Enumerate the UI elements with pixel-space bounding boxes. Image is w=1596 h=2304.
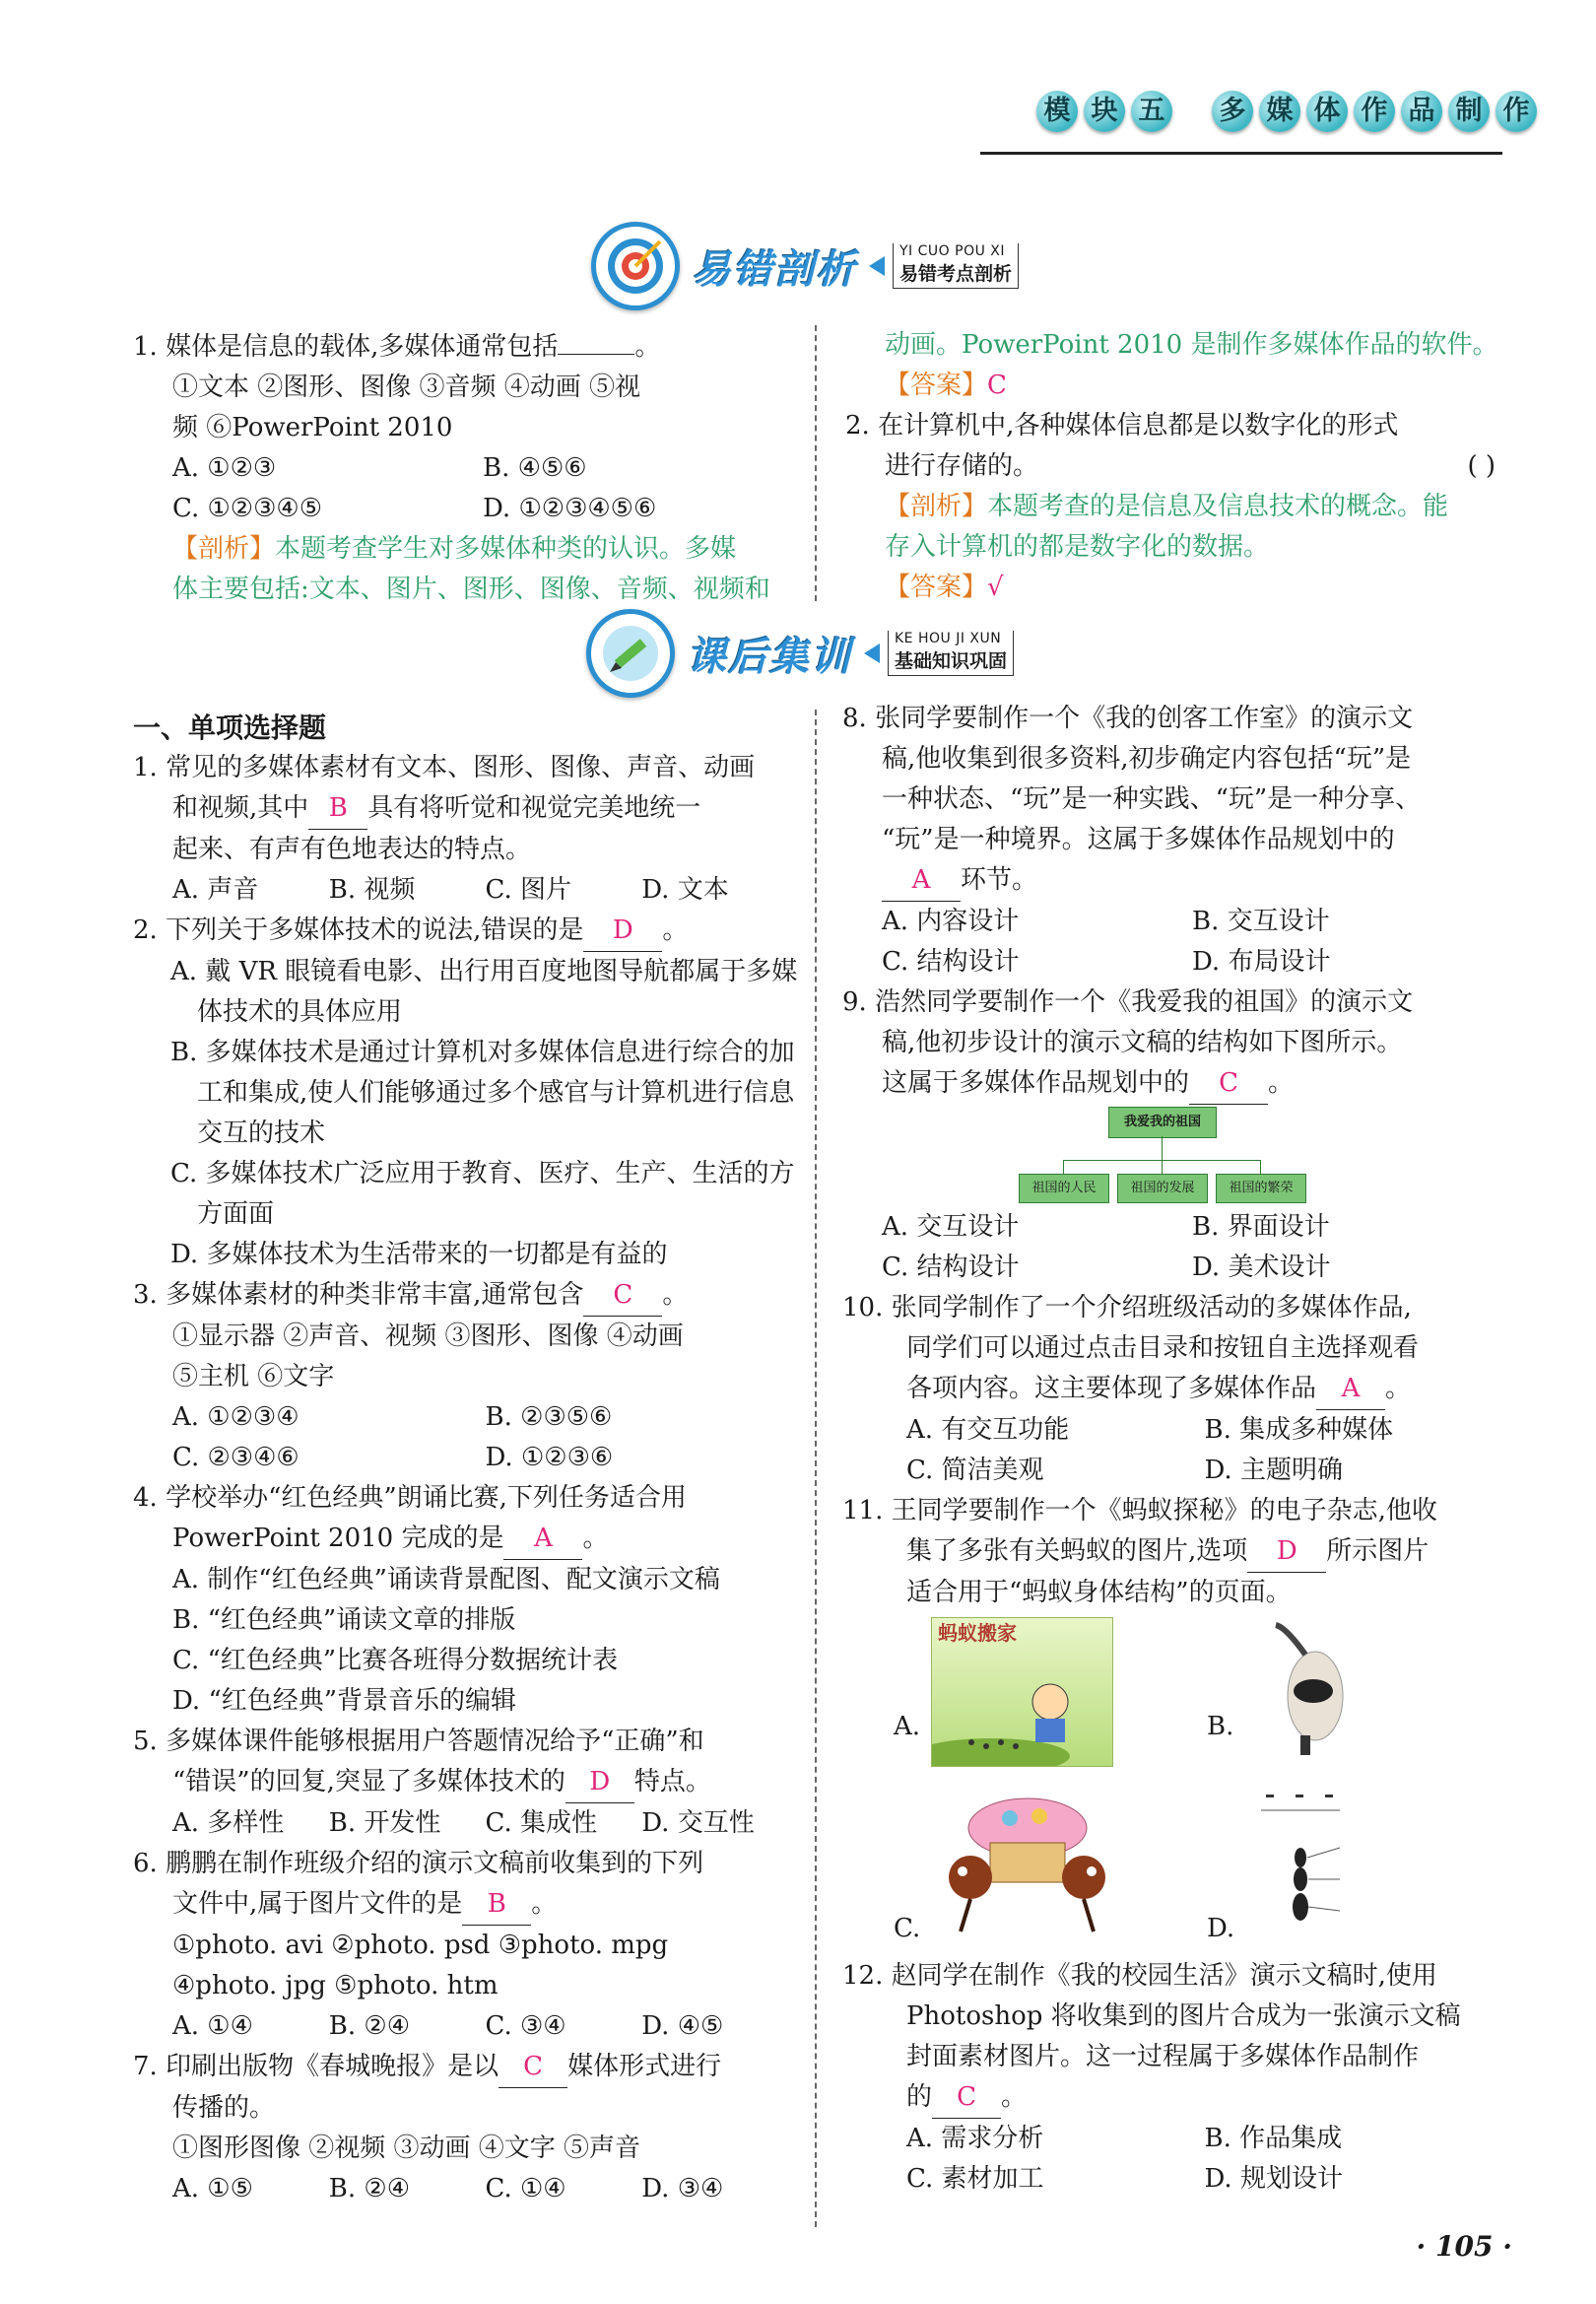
- option-a: A. ①⑤: [172, 2174, 253, 2203]
- options-row: [133, 1438, 798, 1478]
- question-3: 3. 多媒体素材的种类非常丰富,通常包含: [133, 1280, 584, 1310]
- option-d: D. 规划设计: [1204, 2164, 1343, 2194]
- answer-blank: D: [565, 1762, 634, 1803]
- option-b: B. 多媒体技术是通过计算机对多媒体信息进行综合的加工和集成,使人们能够通过多个感官与计算机进行信息交互的技术: [170, 1038, 795, 1148]
- error-question-2: [845, 325, 1505, 608]
- option-c: C. 集成性: [485, 1808, 597, 1838]
- option-d: D. ①②③④⑤⑥: [483, 494, 657, 523]
- option-d: D. 交互性: [641, 1808, 755, 1838]
- analysis-text: 存入计算机的都是数字化的数据。: [885, 532, 1270, 562]
- question-12: 12. 赵同学在制作《我的校园生活》演示文稿时,使用: [842, 1961, 1437, 1991]
- option-a: A. 有交互功能: [906, 1415, 1070, 1445]
- question-8: 8. 张同学要制作一个《我的创客工作室》的演示文: [842, 704, 1414, 733]
- question-5: 5. 多媒体课件能够根据用户答题情况给予“正确”和: [133, 1727, 704, 1756]
- option-a: A. 需求分析: [906, 2124, 1044, 2153]
- column-divider: [815, 710, 817, 2227]
- tree-child: 祖国的繁荣: [1216, 1174, 1306, 1203]
- option-c: C. 图片: [485, 875, 571, 905]
- question-text: 和视频,其中: [172, 793, 309, 823]
- option-b: B. ④⑤⑥: [483, 453, 587, 483]
- answer-blank: B: [308, 788, 367, 830]
- question-text: 集了多张有关蚂蚁的图片,选项: [906, 1536, 1248, 1566]
- option-d: D. “红色经典”背景音乐的编辑: [172, 1686, 517, 1716]
- punct: 。: [634, 332, 661, 362]
- option-c: C. ①②③④⑤: [172, 494, 323, 523]
- question-text: “玩”是一种境界。这属于多媒体作品规划中的: [882, 825, 1395, 854]
- banner-practice: [586, 609, 1014, 698]
- structure-diagram: [882, 1105, 1502, 1207]
- question-stem: 进行存储的。: [885, 451, 1039, 481]
- option-d: D. 文本: [641, 875, 729, 905]
- options-row: [133, 870, 798, 911]
- ants-cake-cartoon: [931, 1789, 1123, 1936]
- option-d: D. ③④: [641, 2174, 724, 2203]
- left-column: [133, 708, 798, 2209]
- punct: 。: [662, 1280, 689, 1310]
- option-b: B. ②③⑤⑥: [485, 1402, 613, 1432]
- question-6: 6. 鹏鹏在制作班级介绍的演示文稿前收集到的下列: [133, 1849, 704, 1878]
- question-items: ⑤主机 ⑥文字: [172, 1362, 335, 1391]
- question-text: 的: [906, 2082, 933, 2112]
- option-b: B. 作品集成: [1204, 2124, 1343, 2153]
- question-text: 起来、有声有色地表达的特点。: [172, 835, 532, 864]
- question-items: ④photo. jpg ⑤photo. htm: [172, 1971, 499, 2000]
- banner-subtitle: [893, 243, 1019, 289]
- question-items: ①显示器 ②声音、视频 ③图形、图像 ④动画: [172, 1321, 684, 1351]
- tree-connector: [1162, 1136, 1163, 1160]
- answer-blank: A: [1316, 1369, 1385, 1410]
- options-row: [842, 1451, 1502, 1491]
- option-d: D. 多媒体技术为生活带来的一切都是有益的: [170, 1240, 668, 1269]
- question-stem: 1. 媒体是信息的载体,多媒体通常包括: [133, 332, 559, 362]
- question-text: 特点。: [633, 1767, 711, 1796]
- question-1: 1. 常见的多媒体素材有文本、图形、图像、声音、动画: [133, 753, 756, 782]
- option-a: A. ①②③④: [172, 1402, 299, 1432]
- answer-blank: C: [499, 2047, 567, 2088]
- question-9: 9. 浩然同学要制作一个《我爱我的祖国》的演示文: [842, 987, 1414, 1017]
- module-topic: 多 媒 体 作 品 制 作: [1212, 91, 1537, 132]
- question-text: 所示图片: [1326, 1536, 1430, 1566]
- analysis-tag: 【剖析】: [885, 492, 988, 521]
- option-d: D. 布局设计: [1192, 947, 1331, 977]
- answer-paren: ( ): [1467, 451, 1496, 481]
- tree-child: 祖国的人民: [1019, 1174, 1109, 1203]
- option-a: A. 交互设计: [882, 1212, 1020, 1242]
- option-c: C. ③④: [485, 2011, 566, 2041]
- options-row: [842, 902, 1502, 942]
- answer-tag: 【答案】: [885, 371, 988, 400]
- option-c: C. “红色经典”比赛各班得分数据统计表: [172, 1646, 619, 1675]
- answer-value: √: [987, 573, 1004, 602]
- question-items: ①图形图像 ②视频 ③动画 ④文字 ⑤声音: [172, 2134, 641, 2163]
- question-text: 传播的。: [172, 2093, 276, 2123]
- section-heading: 一、单项选择题: [133, 712, 327, 744]
- option-a: A. ①②③: [172, 453, 277, 483]
- option-d-label: D.: [1207, 1914, 1235, 1943]
- analysis-text: 动画。PowerPoint 2010 是制作多媒体作品的软件。: [885, 330, 1498, 360]
- option-a: A. 内容设计: [882, 907, 1020, 936]
- options-row: [133, 448, 793, 489]
- question-items: ①文本 ②图形、图像 ③音频 ④动画 ⑤视: [172, 373, 641, 402]
- banner-caption: 基础知识巩固: [895, 650, 1008, 672]
- question-text: 适合用于“蚂蚁身体结构”的页面。: [906, 1578, 1292, 1607]
- page-number: · 105 ·: [1416, 2230, 1512, 2263]
- question-text: 这属于多媒体作品规划中的: [882, 1068, 1190, 1098]
- option-d: D. 主题明确: [1204, 1456, 1343, 1485]
- option-b-label: B.: [1207, 1712, 1234, 1741]
- question-text: 文件中,属于图片文件的是: [172, 1889, 463, 1919]
- option-c: C. 简洁美观: [906, 1456, 1044, 1485]
- option-a-label: A.: [894, 1712, 921, 1741]
- answer-blank: A: [503, 1519, 582, 1560]
- question-text: 封面素材图片。这一过程属于多媒体作品制作: [906, 2042, 1420, 2071]
- question-4: 4. 学校举办“红色经典”朗诵比赛,下列任务适合用: [133, 1483, 687, 1513]
- option-b: B. 集成多种媒体: [1204, 1415, 1394, 1445]
- option-a: A. 戴 VR 眼镜看电影、出行用百度地图导航都属于多媒体技术的具体应用: [170, 957, 798, 1027]
- options-row: [842, 1410, 1502, 1451]
- tree-connector: [1162, 1160, 1163, 1174]
- question-items: 频 ⑥PowerPoint 2010: [172, 413, 453, 442]
- question-items: ①photo. avi ②photo. psd ③photo. mpg: [172, 1931, 669, 1960]
- options-row: [133, 2006, 798, 2047]
- punct: 。: [662, 915, 689, 945]
- option-b: B. 视频: [328, 875, 416, 905]
- answer-blank: C: [583, 1275, 662, 1317]
- options-row: [133, 1397, 798, 1438]
- punct: 。: [582, 1524, 609, 1553]
- question-10: 10. 张同学制作了一个介绍班级活动的多媒体作品,: [842, 1293, 1412, 1322]
- arrow-left-icon: [864, 644, 880, 663]
- options-row: [842, 1248, 1502, 1288]
- anteater-photo: [1246, 1617, 1364, 1765]
- option-d: D. ④⑤: [641, 2011, 724, 2041]
- answer-blank: A: [882, 860, 961, 902]
- right-column: [842, 699, 1502, 2200]
- option-c: C. 素材加工: [906, 2164, 1044, 2194]
- options-row: [842, 1207, 1502, 1248]
- option-c-label: C.: [894, 1914, 921, 1943]
- option-b: B. ②④: [328, 2011, 411, 2041]
- answer-blank: C: [1189, 1063, 1268, 1105]
- picture-caption: 蚂蚁搬家: [938, 1621, 1017, 1645]
- punct: 。: [531, 1889, 558, 1919]
- question-text: “错误”的回复,突显了多媒体技术的: [172, 1767, 565, 1796]
- options-row: [133, 1803, 798, 1844]
- question-text: 一种状态、“玩”是一种实践、“玩”是一种分享、: [882, 784, 1422, 814]
- option-c: C. 结构设计: [882, 1253, 1020, 1282]
- punct: 。: [1001, 2082, 1028, 2112]
- tree-child: 祖国的发展: [1117, 1174, 1208, 1203]
- question-text: 稿,他收集到很多资料,初步确定内容包括“玩”是: [882, 744, 1412, 774]
- option-a: A. 制作“红色经典”诵读背景配图、配文演示文稿: [172, 1565, 720, 1594]
- punct: 。: [1268, 1068, 1295, 1098]
- analysis-text: 本题考查学生对多媒体种类的认识。多媒: [275, 534, 737, 564]
- question-text: PowerPoint 2010 完成的是: [172, 1524, 504, 1553]
- answer-blank: B: [462, 1884, 531, 1926]
- question-11: 11. 王同学要制作一个《蚂蚁探秘》的电子杂志,他收: [842, 1496, 1437, 1525]
- options-row: [133, 2169, 798, 2209]
- banner-caption: 易错考点剖析: [899, 263, 1013, 285]
- option-c: C. ②③④⑥: [172, 1443, 299, 1472]
- option-c: C. 结构设计: [882, 947, 1020, 977]
- options-row: [842, 942, 1502, 983]
- error-question-1: [133, 327, 793, 610]
- tree-root: 我爱我的祖国: [1108, 1107, 1217, 1138]
- module-header: [1036, 91, 1537, 132]
- option-a: A. ①④: [172, 2011, 253, 2041]
- option-b: B. 开发性: [328, 1808, 441, 1838]
- answer-blank: D: [583, 911, 662, 952]
- option-b: B. 界面设计: [1192, 1212, 1330, 1242]
- option-a: A. 声音: [172, 875, 259, 905]
- option-d: D. ①②③⑥: [485, 1443, 614, 1472]
- question-2: 2. 下列关于多媒体技术的说法,错误的是: [133, 915, 584, 945]
- banner-title: 课后集训: [687, 634, 852, 680]
- tree-connector: [1063, 1160, 1064, 1174]
- options-row: [842, 2159, 1502, 2200]
- banner-subtitle: [888, 631, 1014, 676]
- analysis-text: 体主要包括:文本、图片、图形、图像、音频、视频和: [172, 575, 770, 604]
- option-a: A. 多样性: [172, 1808, 285, 1838]
- banner-error-analysis: [591, 222, 1019, 310]
- answer-blank: C: [932, 2077, 1001, 2119]
- banner-pinyin: KE HOU JI XUN: [895, 631, 1002, 646]
- question-text: 同学们可以通过点击目录和按钮自主选择观看: [906, 1333, 1420, 1363]
- option-c: C. 多媒体技术广泛应用于教育、医疗、生产、生活的方方面面: [170, 1159, 795, 1229]
- question-stem: 2. 在计算机中,各种媒体信息都是以数字化的形式: [845, 411, 1399, 440]
- punct: 。: [1385, 1374, 1412, 1403]
- analysis-text: 本题考查的是信息及信息技术的概念。能: [987, 492, 1449, 521]
- answer-blank: D: [1247, 1531, 1326, 1573]
- question-text: 环节。: [961, 865, 1038, 895]
- analysis-tag: 【剖析】: [172, 534, 276, 564]
- tree-connector: [1260, 1160, 1261, 1174]
- answer-value: C: [987, 371, 1007, 400]
- option-b: B. ②④: [328, 2174, 411, 2203]
- question-text: 各项内容。这主要体现了多媒体作品: [906, 1374, 1317, 1403]
- ant-anatomy-diagram: [1246, 1789, 1355, 1936]
- question-text: Photoshop 将收集到的图片合成为一张演示文稿: [906, 2001, 1461, 2031]
- question-text: 媒体形式进行: [567, 2052, 722, 2081]
- options-row: [842, 2119, 1502, 2159]
- option-c: C. ①④: [485, 2174, 566, 2203]
- answer-tag: 【答案】: [885, 573, 988, 602]
- question-text: 具有将听觉和视觉完美地统一: [367, 793, 701, 823]
- options-row: [133, 489, 793, 529]
- target-icon: [591, 222, 680, 310]
- arrow-left-icon: [869, 256, 885, 276]
- answer-blank: [558, 354, 634, 355]
- question-7: 7. 印刷出版物《春城晚报》是以: [133, 2052, 499, 2081]
- module-label: 模 块 五: [1036, 91, 1172, 132]
- pencil-icon: [586, 609, 675, 698]
- banner-pinyin: YI CUO POU XI: [899, 243, 1006, 259]
- question-text: 稿,他初步设计的演示文稿的结构如下图所示。: [882, 1028, 1403, 1057]
- option-b: B. “红色经典”诵读文章的排版: [172, 1605, 516, 1635]
- option-b: B. 交互设计: [1192, 907, 1330, 936]
- ant-moving-cartoon: [931, 1617, 1113, 1767]
- banner-title: 易错剖析: [692, 246, 857, 293]
- option-d: D. 美术设计: [1192, 1253, 1331, 1282]
- image-options: [842, 1613, 1502, 1956]
- column-divider-top: [815, 325, 817, 601]
- header-rule: [980, 152, 1502, 155]
